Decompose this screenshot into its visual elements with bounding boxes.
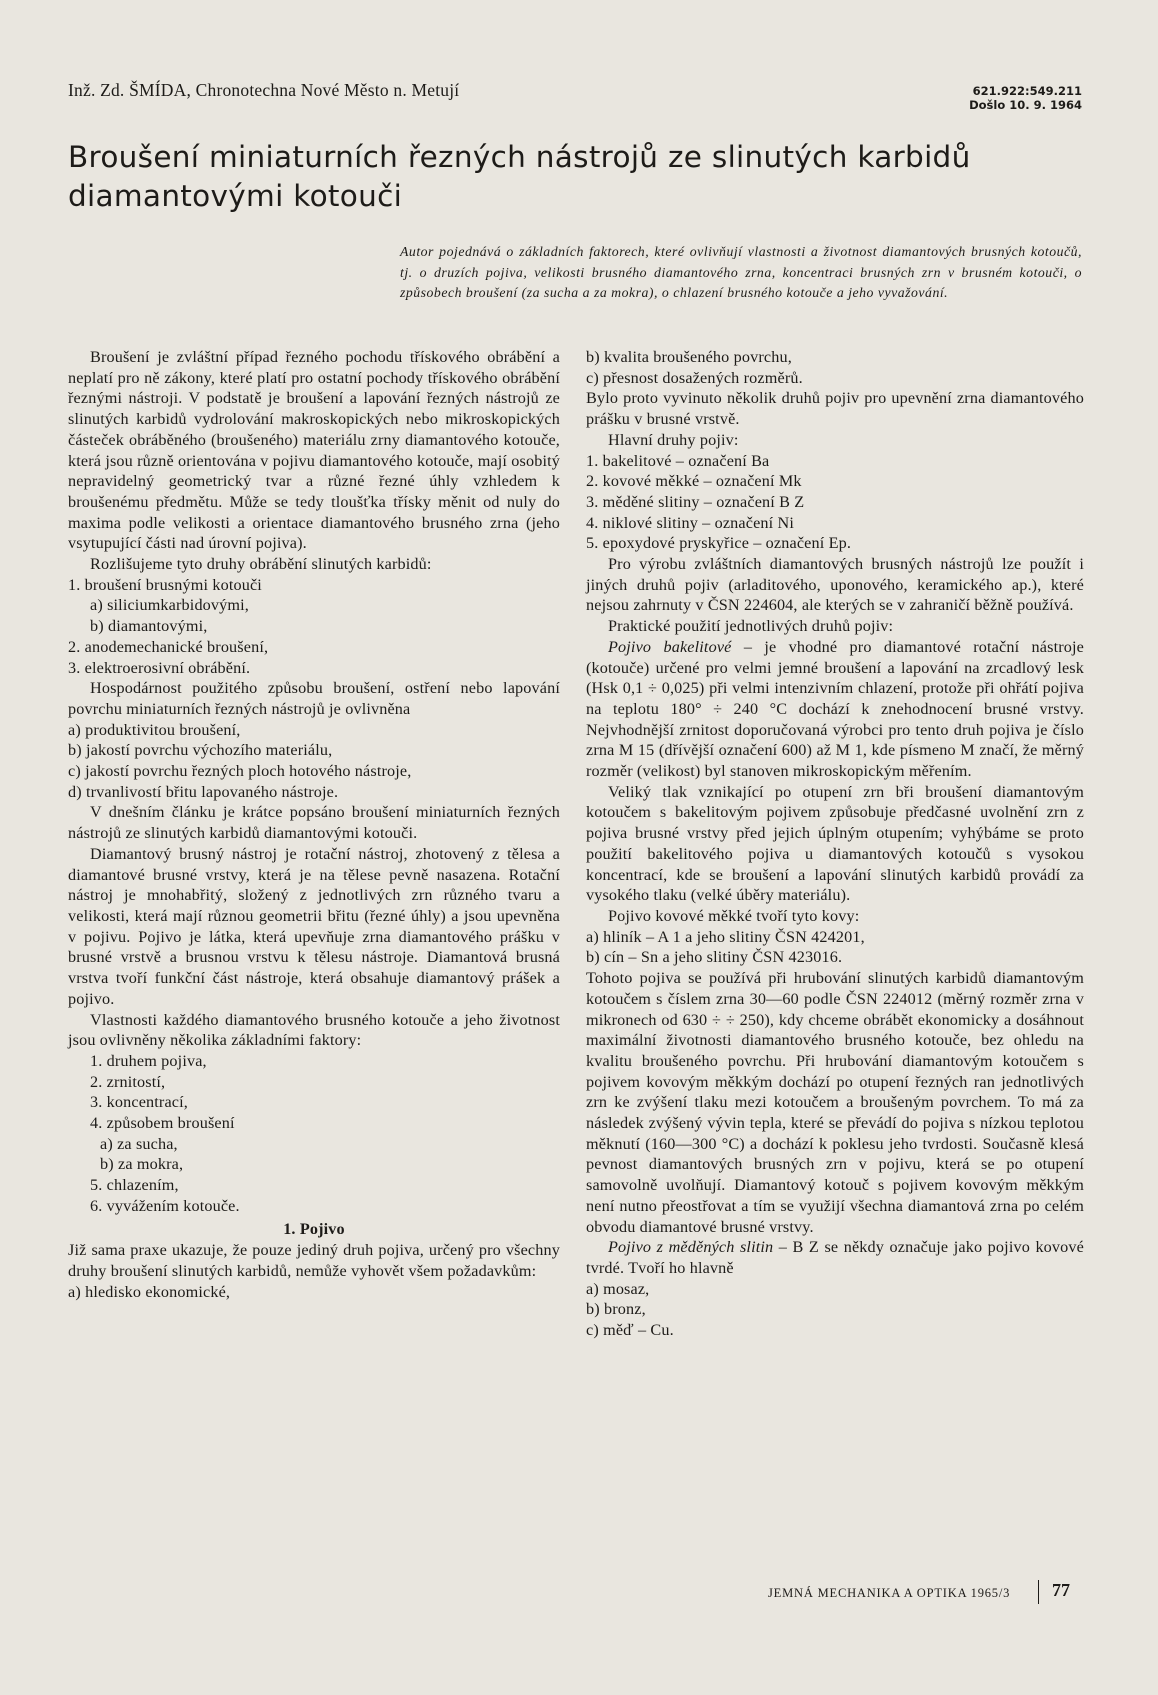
term-bakelite: Pojivo bakelitové xyxy=(608,637,732,656)
paragraph-text: – B Z se někdy označuje jako pojivo kovové tvrdé. Tvoří ho hlavně xyxy=(586,1238,1084,1277)
list-item: 2. zrnitostí, xyxy=(90,1072,166,1091)
list-heading: Hlavní druhy pojiv: xyxy=(608,430,739,449)
list-item: 1. druhem pojiva, xyxy=(90,1051,207,1070)
journal-name: JEMNÁ MECHANIKA A OPTIKA 1965/3 xyxy=(768,1586,1011,1600)
paragraph: Rozlišujeme tyto druhy obrábění slinutých karbidů: xyxy=(90,555,432,574)
list-item: a) mosaz, xyxy=(586,1279,650,1298)
paragraph: Broušení je zvláštní případ řezného pochodu třískového obrábění a neplatí pro ně zákony, které platí pro ostatní pochody třískového obrábění řeznými nástroji. V podstatě je broušení a lapování řezných nástrojů ze slinutých karbidů vydrolování makroskopických nebo mikroskopických částeček obráběného (broušeného) materiálu zrny diamantového kotouče, která jsou různě orientována v pojivu diamantového kotouče, mají osobitý nepravidelný geometrický tvar a různé řezné úhly vzhledem k broušenému předmětu. Může se tedy tloušťka třísky měnit od nuly do maxima podle velikosti a orientace diamantového brusného zrna (jeho vsytupující části nad úrovní pojiva). xyxy=(68,348,560,553)
page-number: 77 xyxy=(1052,1580,1070,1600)
list-item: b) kvalita broušeného povrchu, xyxy=(586,348,792,366)
list-item: a) produktivitou broušení, xyxy=(68,720,241,739)
paragraph: Hospodárnost použitého způsobu broušení, ostření nebo lapování povrchu miniaturních řezných nástrojů je ovlivněna xyxy=(68,679,560,718)
list-item: c) přesnost dosažených rozměrů. xyxy=(586,368,803,387)
udc-code: 621.922:549.211 xyxy=(972,84,1082,98)
udc-block xyxy=(969,84,1082,112)
list-item: 1. broušení brusnými kotouči xyxy=(68,575,262,594)
paragraph-text: – je vhodné pro diamantové rotační nástroje (kotouče) určené pro velmi jemné broušení a lapování na zrcadlový lesk (Hsk 0,1 ÷ 0,025) při velmi intenzivním chlazení, protože při ohřátí pojiva na teplotu 180° ÷ 240 °C dochází k znehodnocení brusné vrstvy. Nejvhodnější zrnitost doporučovaná výrobci pro tento druh pojiva je číslo zrna M 15 (dřívější označení 600) až M 1, kde písmeno M značí, že měrný rozměr (velikost) byl stanoven mikroskopickým měřením. xyxy=(586,637,1084,781)
list-item: 2. kovové měkké – označení Mk xyxy=(586,472,802,491)
paragraph: Vlastnosti každého diamantového brusného kotouče a jeho životnost jsou ovlivněny několika základními faktory: xyxy=(68,1010,560,1050)
list-item: c) měď – Cu. xyxy=(586,1321,674,1340)
list-item: 1. bakelitové – označení Ba xyxy=(586,451,770,470)
footer-divider xyxy=(1038,1580,1039,1604)
list-item: 5. epoxydové pryskyřice – označení Ep. xyxy=(586,534,852,553)
author-line: Inž. Zd. ŠMÍDA, Chronotechna Nové Město n. Metují xyxy=(68,80,460,100)
list-item: d) trvanlivostí břitu lapovaného nástroje. xyxy=(68,782,339,801)
left-column xyxy=(68,347,560,1302)
list-item: 5. chlazením, xyxy=(90,1176,179,1195)
article-title: Broušení miniaturních řezných nástrojů ze slinutých karbidů diamantovými kotouči xyxy=(68,140,971,213)
list-item: b) diamantovými, xyxy=(90,617,208,636)
list-item: 3. měděné slitiny – označení B Z xyxy=(586,492,805,511)
list-item: 3. koncentrací, xyxy=(90,1093,188,1112)
list-item: c) jakostí povrchu řezných ploch hotového nástroje, xyxy=(68,762,412,781)
paragraph: Pro výrobu zvláštních diamantových brusných nástrojů lze použít i jiných druhů pojiv (arladitového, uponového, keramického ap.), které nejsou zahrnuty v ČSN 224604, ale kterých se v zahraničí běžně používá. xyxy=(586,555,1084,615)
paragraph: Pojivo kovové měkké tvoří tyto kovy: xyxy=(608,906,860,925)
abstract: Autor pojednává o základních faktorech, které ovlivňují vlastnosti a životnost diamantových brusných kotoučů, tj. o druzích pojiva, velikosti brusného diamantového zrna, koncentraci brusných zrn v brusném kotouči, o způsobech broušení (za sucha a za mokra), o chlazení brusného kotouče a jeho vyvažování. xyxy=(400,244,1082,300)
paragraph xyxy=(586,1237,1084,1278)
list-item: 2. anodemechanické broušení, xyxy=(68,637,269,656)
list-item: 4. niklové slitiny – označení Ni xyxy=(586,513,795,532)
list-item: b) bronz, xyxy=(586,1300,646,1319)
section-heading: 1. Pojivo xyxy=(283,1219,345,1238)
paragraph: Tohoto pojiva se používá při hrubování slinutých karbidů diamantovým kotoučem s číslem zrna 30—60 podle ČSN 224012 (měrný rozměr zrna v mikronech od 630 ÷ ÷ 250), kdy chceme obrábět ekonomicky a dosáhnout maximální životnosti diamantového brusného kotouče, bez ohledu na kvalitu broušeného povrchu. Při hrubování diamantovým kotoučem s pojivem kovovým měkkým dochází po otupení řezných ran jednotlivých zrn ke zvýšení tlaku mezi kotoučem a broušeným povrchem. To má za následek zvýšený vývin tepla, které se převádí do pojiva s nízkou teplotou měknutí (160—300 °C) a dochází k poklesu jeho tvrdosti. Současně klesá pevnost diamantových brusných zrn v pojivu, která se po otupení samovolně uvolňují. Diamantový kotouč s pojivem kovovým měkkým není nutno přeostřovat a tím se využijí všechna diamantová zrna po celém obvodu diamantové brusné vrstvy. xyxy=(586,969,1084,1236)
list-item: 4. způsobem broušení xyxy=(90,1114,235,1133)
list-item: 6. vyvážením kotouče. xyxy=(90,1196,240,1215)
paragraph: Již sama praxe ukazuje, že pouze jediný druh pojiva, určený pro všechny druhy broušení slinutých karbidů, nemůže vyhovět všem požadavkům: xyxy=(68,1241,560,1280)
list-item: b) jakostí povrchu výchozího materiálu, xyxy=(68,741,333,760)
paragraph: Praktické použití jednotlivých druhů pojiv: xyxy=(608,617,894,636)
list-item: 3. elektroerosivní obrábění. xyxy=(68,658,251,677)
right-column xyxy=(586,347,1084,1341)
list-item: a) siliciumkarbidovými, xyxy=(90,596,250,615)
list-item: a) hledisko ekonomické, xyxy=(68,1282,231,1301)
list-item: a) hliník – A 1 a jeho slitiny ČSN 424201, xyxy=(586,927,865,946)
term-copper: Pojivo z měděných slitin xyxy=(608,1238,774,1257)
paragraph: V dnešním článku je krátce popsáno broušení miniaturních řezných nástrojů ze slinutých karbidů diamantovými kotouči. xyxy=(68,803,560,843)
list-item: b) za mokra, xyxy=(100,1155,184,1174)
list-item: a) za sucha, xyxy=(100,1134,178,1153)
paragraph: Veliký tlak vznikající po otupení zrn bři broušení diamantovým kotoučem s bakelitovým pojivem způsobuje předčasné uvolnění zrn z pojiva brusné vrstvy před jejich úplným otupením; vyhýbáme se proto použití bakelitového pojiva u diamantových kotoučů s vysokou koncentrací, kde se broušení a lapování slinutých karbidů provádí za vysokého tlaku (velké úběry materiálu). xyxy=(586,782,1084,905)
received-date: Došlo 10. 9. 1964 xyxy=(969,98,1082,112)
paragraph: Diamantový brusný nástroj je rotační nástroj, zhotovený z tělesa a diamantové brusné vrstvy, která je na tělese pevně nasazena. Rotační nástroj je mnohabřitý, složený z jednotlivých zrn různého tvaru a velikosti, která mají různou geometrii břitu (řezné úhly) a jsou upevněna v pojivu. Pojivo je látka, která upevňuje zrna diamantového prášku v brusné vrstvě a brusnou vrstvu k tělesu nástroje. Diamantová brusná vrstva tvoří funkční část nástroje, která obsahuje diamantový prášek a pojivo. xyxy=(68,844,560,1008)
paragraph xyxy=(586,637,1084,782)
paragraph: Bylo proto vyvinuto několik druhů pojiv pro upevnění zrna diamantového prášku v brusné vrstvě. xyxy=(586,389,1084,429)
list-item: b) cín – Sn a jeho slitiny ČSN 423016. xyxy=(586,948,843,967)
